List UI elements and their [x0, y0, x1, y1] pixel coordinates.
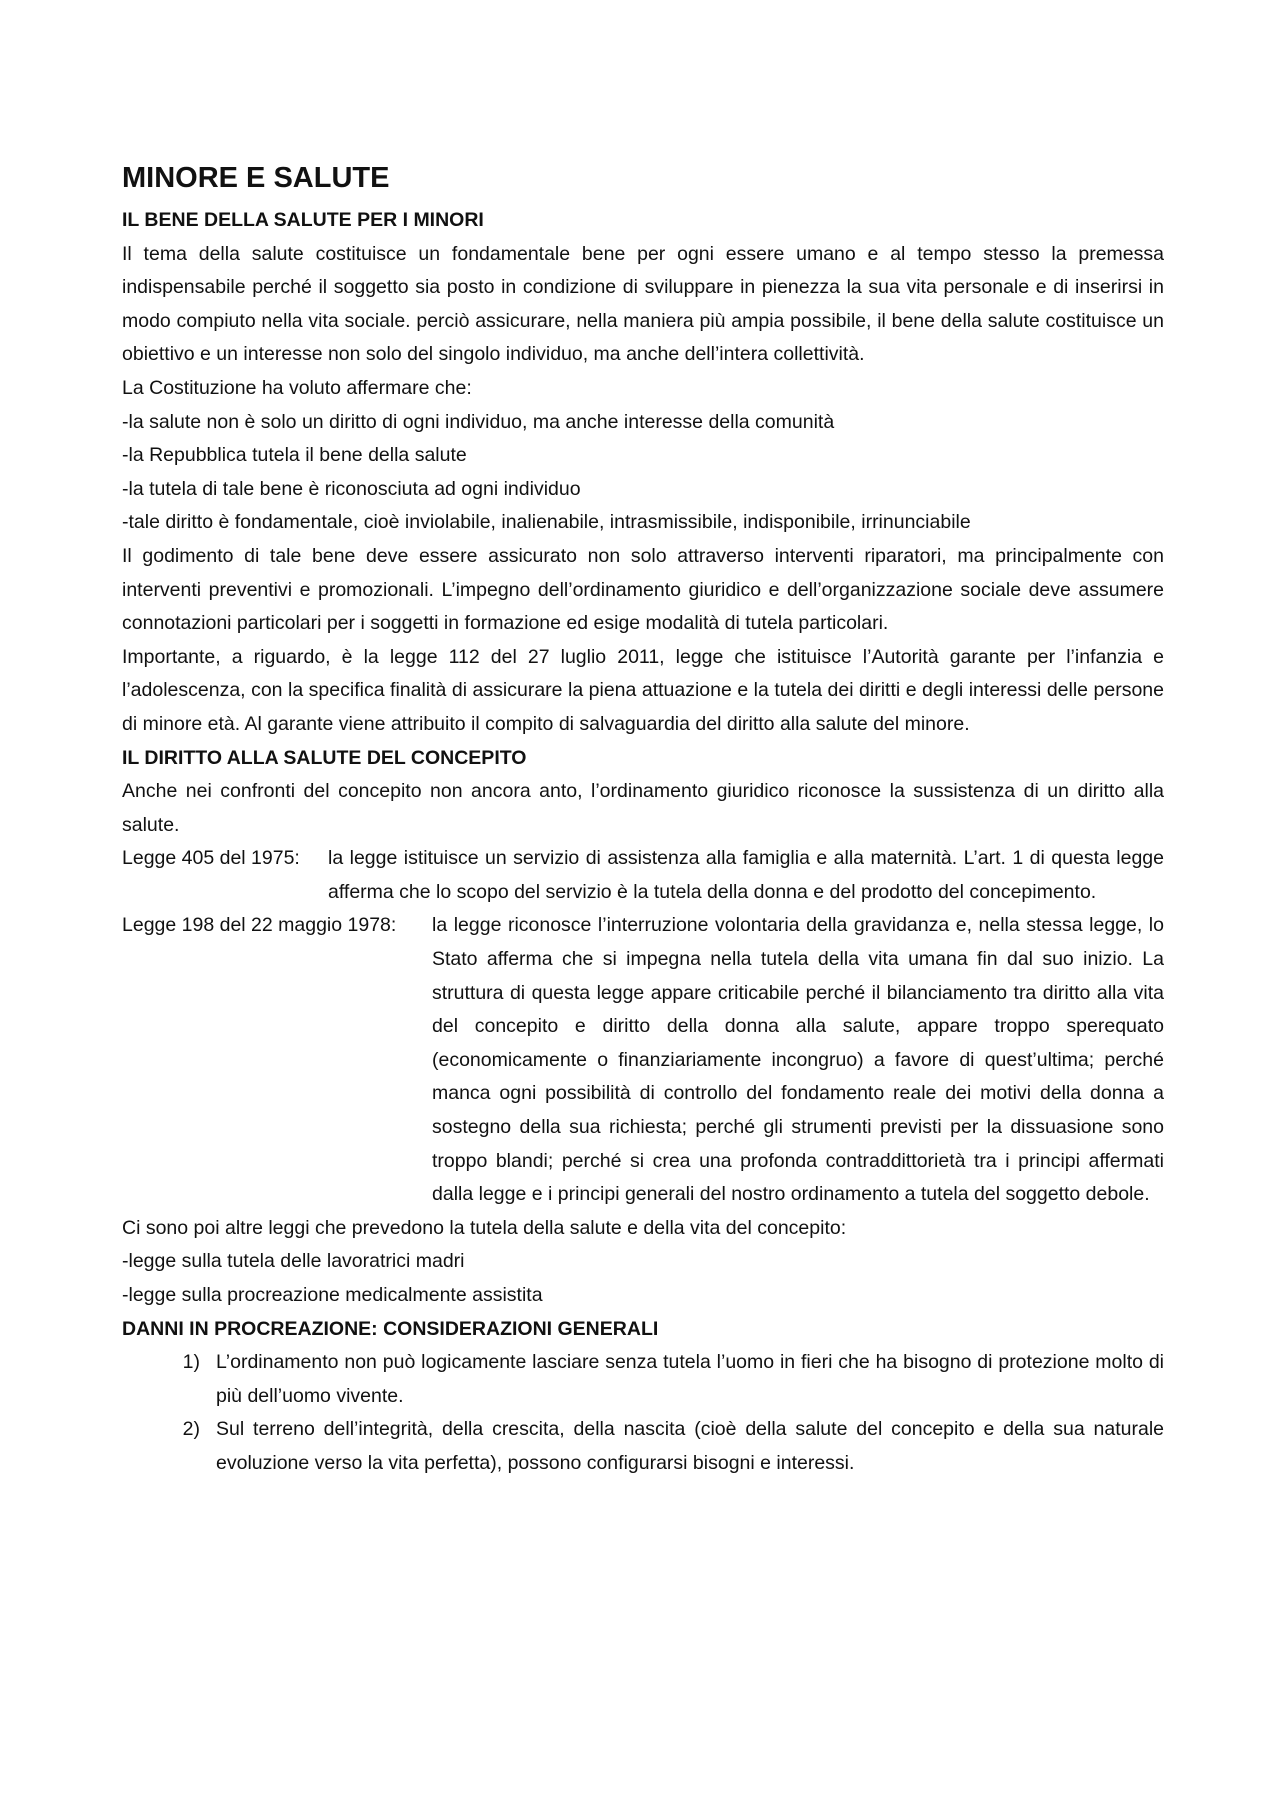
list-item-text: Sul terreno dell’integrità, della crescita, della nascita (cioè della salute del concepito e della sua naturale evoluzione verso la vita perfetta), possono configurarsi bisogni e interessi. [216, 1418, 1164, 1474]
law-description: la legge istituisce un servizio di assistenza alla famiglia e alla maternità. L’art. 1 di questa legge afferma che lo scopo del servizio è la tutela della donna e del prodotto del concepimento. [328, 847, 1164, 903]
law-term: Legge 405 del 1975: [122, 847, 300, 870]
bullet-point: -la tutela di tale bene è riconosciuta ad ogni individuo [122, 477, 581, 500]
numbered-list [122, 1346, 1164, 1480]
paragraph-concepito-intro: Anche nei confronti del concepito non ancora anto, l’ordinamento giuridico riconosce la sussistenza di un diritto alla salute. [122, 780, 1164, 836]
bullet-point: -la salute non è solo un diritto di ogni individuo, ma anche interesse della comunità [122, 410, 835, 433]
list-item [122, 1346, 1164, 1413]
document-title: MINORE E SALUTE [122, 162, 390, 194]
law-entry-198 [122, 909, 1164, 1211]
law-term: Legge 198 del 22 maggio 1978: [122, 914, 397, 937]
list-item-number: 1) [182, 1351, 200, 1374]
paragraph-legge-112: Importante, a riguardo, è la legge 112 del 27 luglio 2011, legge che istituisce l’Autorità garante per l’infanzia e l’adolescenza, con la specifica finalità di assicurare la piena attuazione e la tutela dei diritti e degli interessi delle persone di minore età. Al garante viene attribuito il compito di salvaguardia del diritto alla salute del minore. [122, 645, 1164, 735]
bullet-point: -la Repubblica tutela il bene della salute [122, 444, 467, 467]
section-heading-bene-salute: IL BENE DELLA SALUTE PER I MINORI [122, 209, 484, 231]
document-page [122, 158, 1164, 1481]
bullet-point: -tale diritto è fondamentale, cioè inviolabile, inalienabile, intrasmissibile, indisponibile, irrinunciabile [122, 511, 971, 534]
law-entry-405 [122, 842, 1164, 909]
paragraph-tema-salute: Il tema della salute costituisce un fondamentale bene per ogni essere umano e al tempo stesso la premessa indispensabile perché il soggetto sia posto in condizione di sviluppare in pienezza la sua vita personale e di inserirsi in modo compiuto nella vita sociale. perciò assicurare, nella maniera più ampia possibile, il bene della salute costituisce un obiettivo e un interesse non solo del singolo individuo, ma anche dell’intera collettività. [122, 242, 1164, 366]
paragraph-costituzione-intro: La Costituzione ha voluto affermare che: [122, 376, 472, 399]
paragraph-godimento: Il godimento di tale bene deve essere assicurato non solo attraverso interventi riparatori, ma principalmente con interventi preventivi e promozionali. L’impegno dell’ordinamento giuridico e dell’organizzazione sociale deve assumere connotazioni particolari per i soggetti in formazione ed esige modalità di tutela particolari. [122, 544, 1164, 635]
list-item-text: L’ordinamento non può logicamente lasciare senza tutela l’uomo in fieri che ha bisogno di protezione molto di più dell’uomo vivente. [216, 1351, 1164, 1407]
paragraph-altre-leggi: Ci sono poi altre leggi che prevedono la tutela della salute e della vita del concepito: [122, 1216, 847, 1239]
section-heading-danni: DANNI IN PROCREAZIONE: CONSIDERAZIONI GENERALI [122, 1317, 659, 1340]
list-item-number: 2) [182, 1418, 200, 1441]
bullet-point: -legge sulla tutela delle lavoratrici madri [122, 1250, 465, 1273]
law-description: la legge riconosce l’interruzione volontaria della gravidanza e, nella stessa legge, lo Stato afferma che si impegna nella tutela della vita umana fin dal suo inizio. La struttura di questa legge appare criticabile perché il bilanciamento tra diritto alla vita del concepito e diritto della donna alla salute, appare troppo sperequato (economicamente o finanziariamente incongruo) a favore di quest’ultima; perché manca ogni possibilità di controllo del fondamento reale dei motivi della donna a sostegno della sua richiesta; perché gli strumenti previsti per la dissuasione sono troppo blandi; perché si crea una profonda contraddittorietà tra i principi affermati dalla legge e i principi generali del nostro ordinamento a tutela del soggetto debole. [432, 914, 1164, 1206]
section-heading-concepito: IL DIRITTO ALLA SALUTE DEL CONCEPITO [122, 746, 527, 769]
bullet-point: -legge sulla procreazione medicalmente assistita [122, 1284, 543, 1306]
list-item [122, 1413, 1164, 1480]
